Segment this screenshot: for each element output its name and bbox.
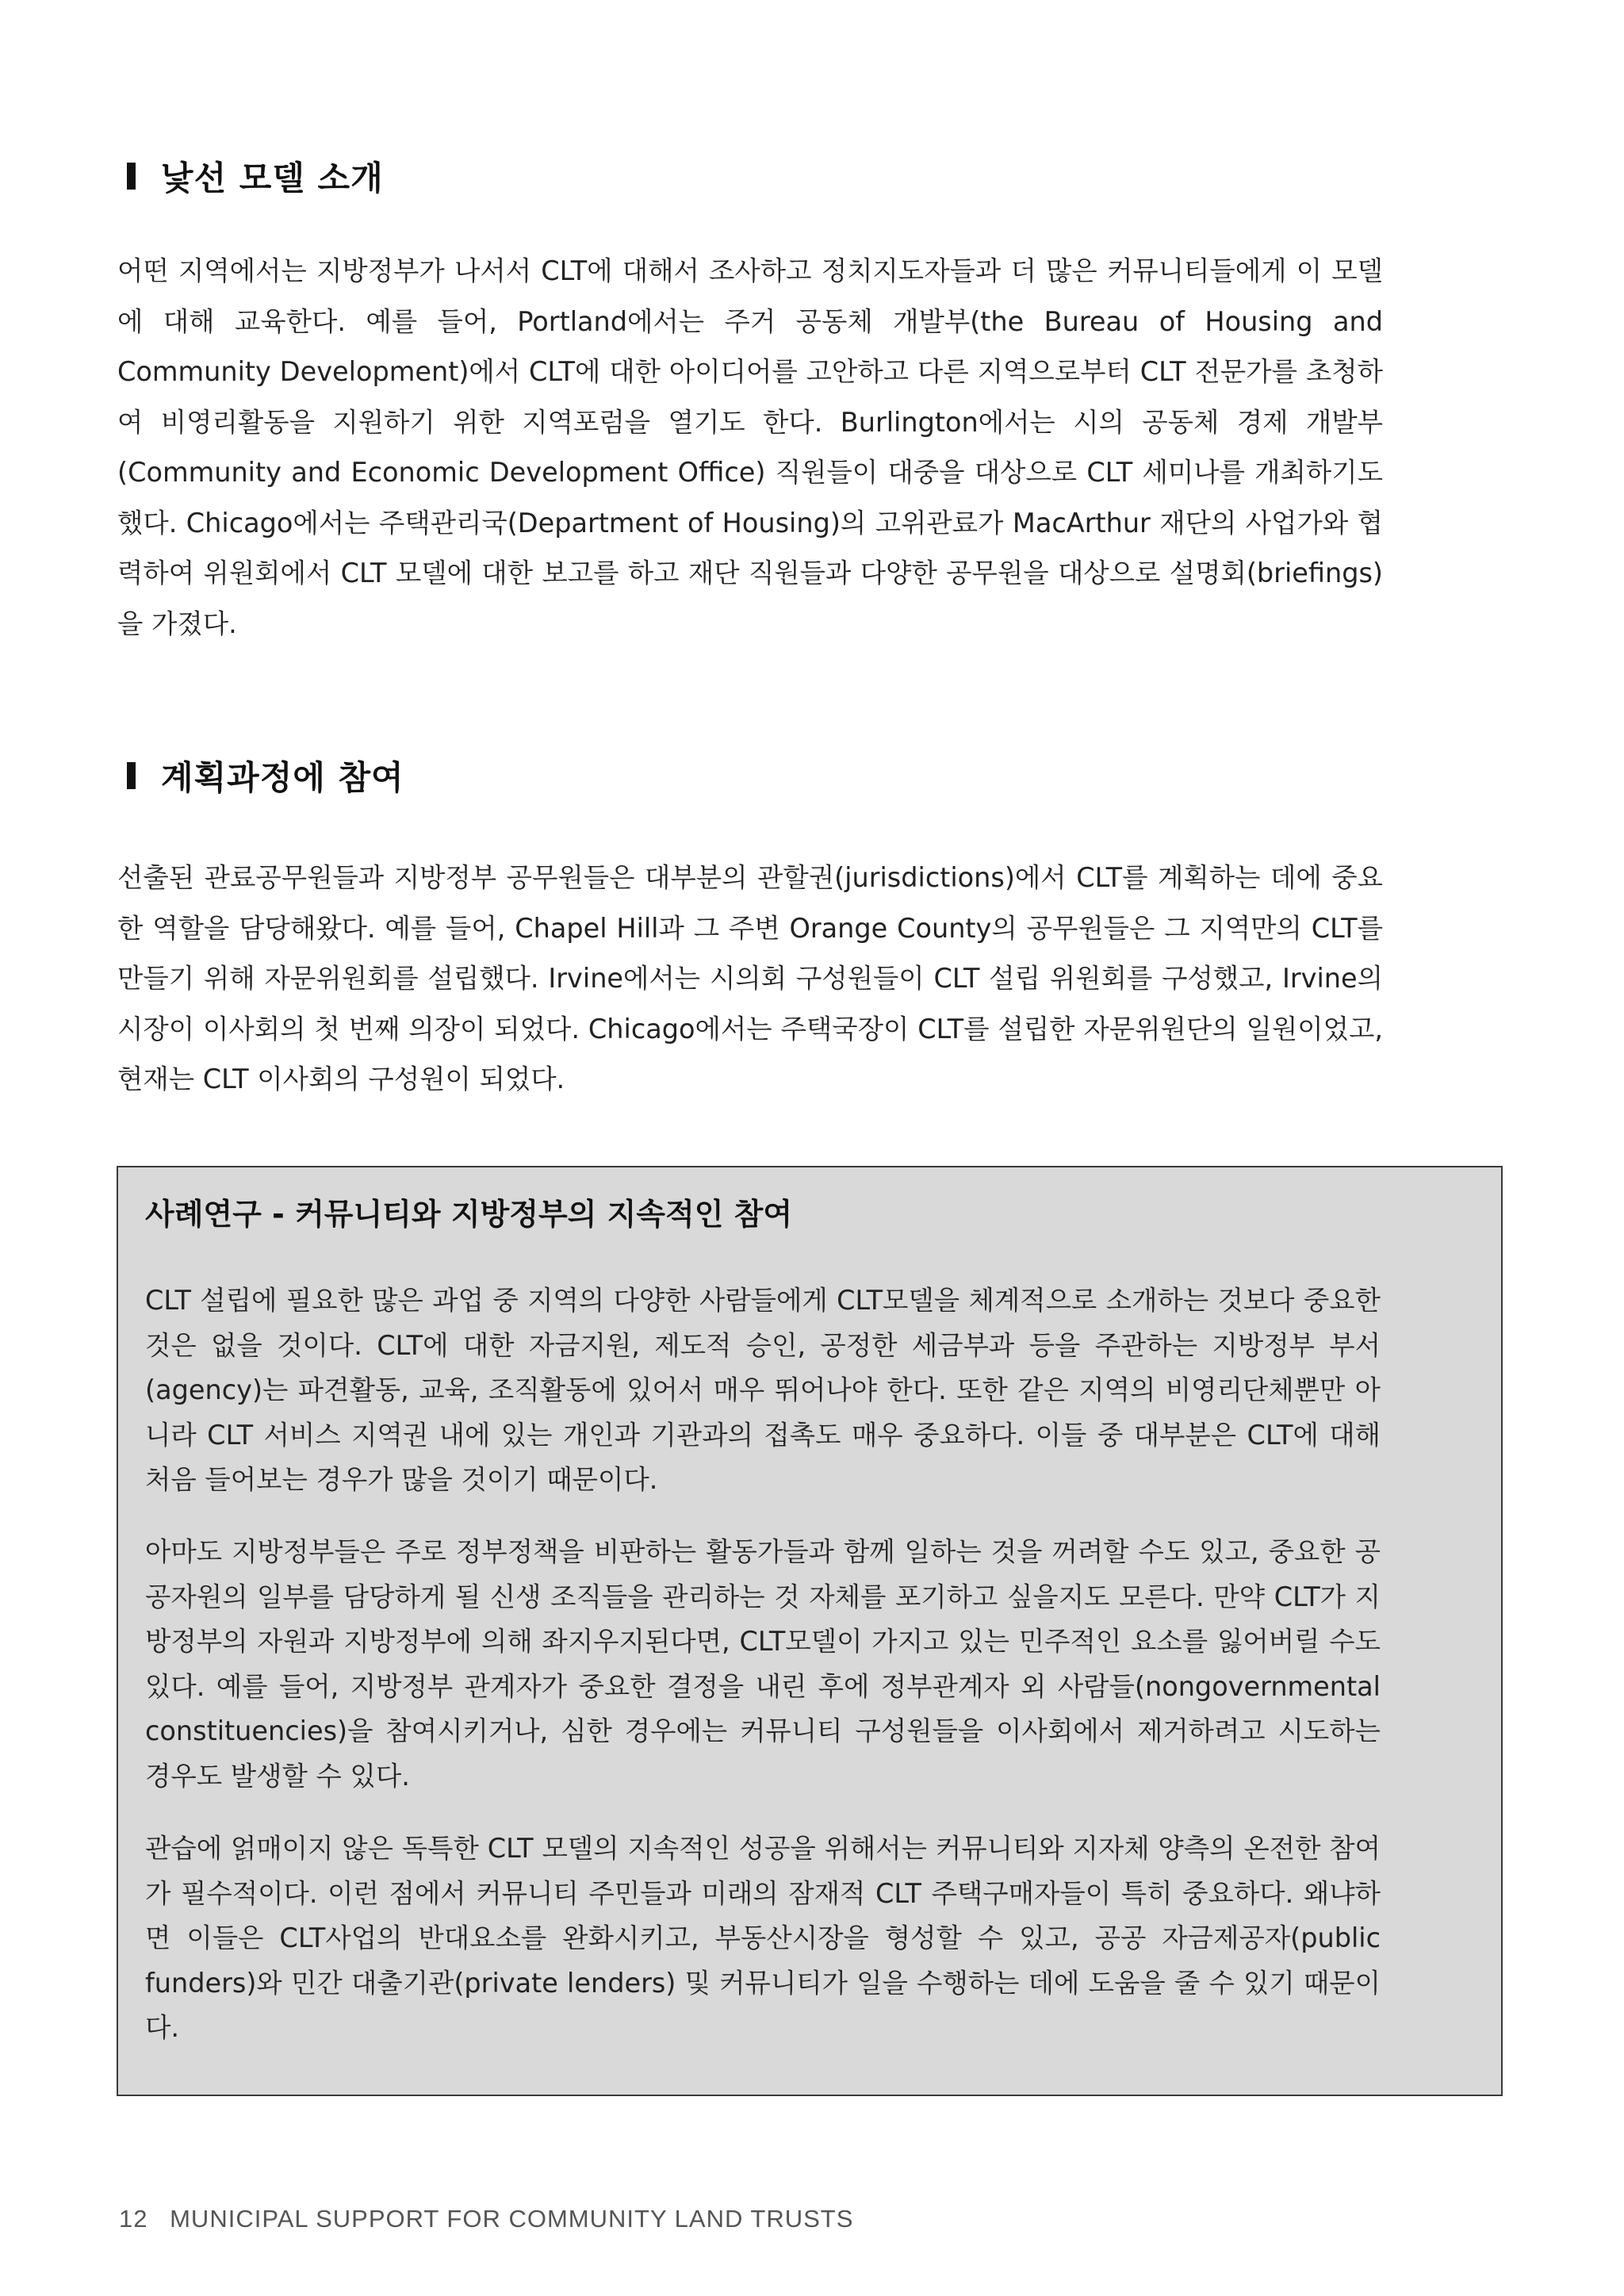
- section-heading-text: 낯선 모델 소개: [161, 159, 384, 197]
- page-number: 12: [119, 2205, 148, 2233]
- heading-bar-icon: [127, 163, 136, 190]
- section-paragraph-intro: 어떤 지역에서는 지방정부가 나서서 CLT에 대해서 조사하고 정치지도자들과 더 많은 커뮤니티들에게 이 모델에 대해 교육한다. 예를 들어, Portland에서는 주거 공동체 개발부(the Bureau of Housing and Community Development)에서 CLT에 대한 아이디어를 고안하고 다른 지역으로부터 CLT 전문가를 초청하여 비영리활동을 지원하기 위한 지역포럼을 열기도 한다. Burlington에서는 시의 공동체 경제 개발부(Community and Economic Development Office) 직원들이 대중을 대상으로 CLT 세미나를 개최하기도 했다. Chicago에서는 주택관리국(Department of Housing)의 고위관료가 MacArthur 재단의 사업가와 협력하여 위원회에서 CLT 모델에 대한 보고를 하고 재단 직원들과 다양한 공무원을 대상으로 설명회(briefings)을 가졌다.: [117, 255, 1383, 639]
- case-study-paragraph: 아마도 지방정부들은 주로 정부정책을 비판하는 활동가들과 함께 일하는 것을 꺼려할 수도 있고, 중요한 공공자원의 일부를 담당하게 될 신생 조직들을 관리하는 것 자체를 포기하고 싶을지도 모른다. 만약 CLT가 지방정부의 자원과 지방정부에 의해 좌지우지된다면, CLT모델이 가지고 있는 민주적인 요소를 잃어버릴 수도 있다. 예를 들어, 지방정부 관계자가 중요한 결정을 내린 후에 정부관계자 외 사람들(nongovernmental constituencies)을 참여시키거나, 심한 경우에는 커뮤니티 구성원들을 이사회에서 제거하려고 시도하는 경우도 발생할 수 있다.: [145, 1536, 1381, 1792]
- page-footer: [119, 2205, 853, 2233]
- case-study-title: 사례연구 - 커뮤니티와 지방정부의 지속적인 참여: [145, 1197, 793, 1232]
- section-paragraph-planning: 선출된 관료공무원들과 지방정부 공무원들은 대부분의 관할권(jurisdictions)에서 CLT를 계획하는 데에 중요한 역할을 담당해왔다. 예를 들어, Chapel Hill과 그 주변 Orange County의 공무원들은 그 지역만의 CLT를 만들기 위해 자문위원회를 설립했다. Irvine에서는 시의회 구성원들이 CLT 설립 위원회를 구성했고, Irvine의 시장이 이사회의 첫 번째 의장이 되었다. Chicago에서는 주택국장이 CLT를 설립한 자문위원단의 일원이었고, 현재는 CLT 이사회의 구성원이 되었다.: [117, 862, 1383, 1094]
- case-study-paragraph: 관습에 얽매이지 않은 독특한 CLT 모델의 지속적인 성공을 위해서는 커뮤니티와 지자체 양측의 온전한 참여가 필수적이다. 이런 점에서 커뮤니티 주민들과 미래의 잠재적 CLT 주택구매자들이 특히 중요하다. 왜냐하면 이들은 CLT사업의 반대요소를 완화시키고, 부동산시장을 형성할 수 있고, 공공 자금제공자(public funders)와 민간 대출기관(private lenders) 및 커뮤니티가 일을 수행하는 데에 도움을 줄 수 있기 때문이다.: [145, 1833, 1381, 2043]
- case-study-paragraph: CLT 설립에 필요한 많은 과업 중 지역의 다양한 사람들에게 CLT모델을 체계적으로 소개하는 것보다 중요한 것은 없을 것이다. CLT에 대한 자금지원, 제도적 승인, 공정한 세금부과 등을 주관하는 지방정부 부서(agency)는 파견활동, 교육, 조직활동에 있어서 매우 뛰어나야 한다. 또한 같은 지역의 비영리단체뿐만 아니라 CLT 서비스 지역권 내에 있는 개인과 기관과의 접촉도 매우 중요하다. 이들 중 대부분은 CLT에 대해 처음 들어보는 경우가 많을 것이기 때문이다.: [145, 1285, 1381, 1495]
- heading-bar-icon: [127, 762, 136, 789]
- case-study-box: [117, 1166, 1503, 2096]
- running-title: MUNICIPAL SUPPORT FOR COMMUNITY LAND TRUSTS: [170, 2205, 854, 2233]
- section-heading-intro: [127, 152, 384, 200]
- section-heading-planning: [127, 752, 404, 799]
- section-heading-text: 계획과정에 참여: [161, 758, 404, 797]
